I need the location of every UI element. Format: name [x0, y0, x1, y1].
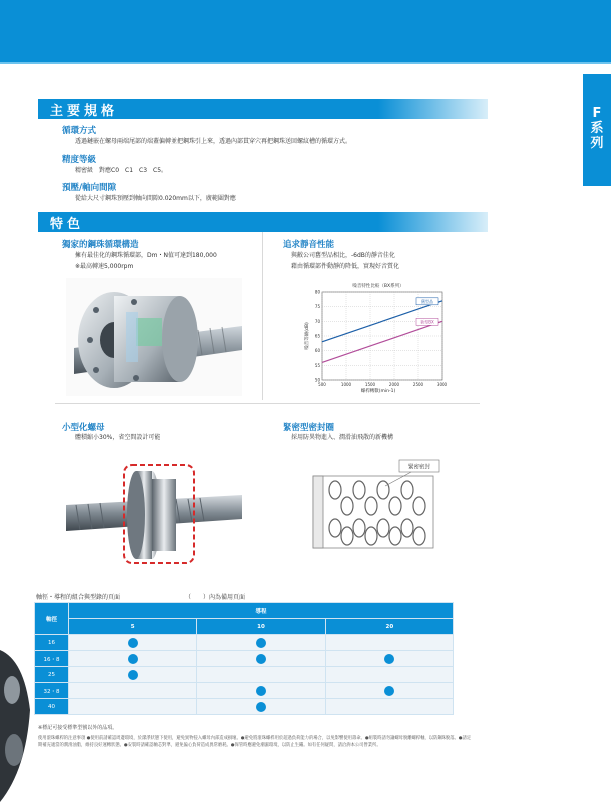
combo-table-cell — [325, 683, 453, 699]
combo-table-cell — [69, 667, 197, 683]
combo-lead-10: 10 — [197, 619, 325, 635]
features-section-bar — [38, 212, 488, 232]
feature2-line1: 與敝公司舊型品相比，-6dB的靜音佳化 — [291, 252, 395, 259]
combo-table-cell — [69, 683, 197, 699]
header-band — [0, 0, 611, 62]
section-bar-fade — [378, 212, 488, 232]
feature2-line2: 藉由循環部件動靜的降低，實現好音質化 — [291, 263, 400, 270]
combo-table-cell — [197, 667, 325, 683]
series-tab-line2: 列 — [590, 136, 604, 151]
combo-table-cell — [69, 651, 197, 667]
feature1-line1: 擁有最佳化的鋼珠循環部，Dm・N值可達到180,000 — [75, 252, 217, 259]
chart-x-tick-label: 2500 — [412, 382, 424, 387]
header-accent-line — [0, 62, 611, 64]
feature1-heading: 獨家的鋼珠循環構造 — [62, 240, 139, 250]
combo-shaft-cell: 32・8 — [35, 683, 69, 699]
combo-lead-5: 5 — [69, 619, 197, 635]
spec-section-bar — [38, 99, 488, 119]
combo-shaft-cell: 16 — [35, 635, 69, 651]
chart-x-tick-label: 1000 — [340, 382, 352, 387]
combo-table-cell — [325, 635, 453, 651]
series-tab — [583, 74, 611, 186]
available-dot-icon — [256, 686, 266, 696]
ball-screw-nut-photo — [66, 278, 242, 396]
spec-heading-circulation: 循環方式 — [62, 126, 97, 136]
combo-table-cell — [325, 699, 453, 715]
chart-title: 噪音特性比較（BX系列） — [352, 284, 404, 289]
combo-table-cell — [197, 635, 325, 651]
chart-x-axis-label: 螺桿轉數(min-1) — [360, 389, 396, 394]
chart-y-tick-label: 55 — [314, 362, 320, 368]
combo-table-cell — [197, 651, 325, 667]
feature-divider-horizontal — [55, 403, 480, 404]
chart-y-tick-label: 70 — [314, 318, 320, 324]
combo-table-row — [35, 699, 454, 715]
combo-table-cell — [197, 699, 325, 715]
feature3-heading: 小型化螺母 — [62, 423, 105, 433]
combo-table-cell — [69, 699, 197, 715]
chart-y-tick-label: 60 — [314, 348, 320, 354]
available-dot-icon — [128, 654, 138, 664]
chart-y-tick-label: 80 — [314, 289, 320, 295]
combo-table-cell — [325, 667, 453, 683]
combo-table — [34, 602, 454, 715]
feature4-line1: 採用防異物進入、潤滑油飛散的新機構 — [291, 434, 394, 441]
noise-chart — [300, 280, 450, 394]
available-dot-icon — [384, 654, 394, 664]
available-dot-icon — [128, 638, 138, 648]
combo-table-row — [35, 635, 454, 651]
chart-x-tick-label: 2000 — [388, 382, 400, 387]
compact-nut-photo — [66, 455, 242, 573]
footnote-1: ※標記可接受標準型號以外的品項。 — [38, 725, 118, 731]
chart-x-tick-label: 1500 — [364, 382, 376, 387]
available-dot-icon — [256, 654, 266, 664]
combo-table-title: 軸徑・導程的組合與型錄的頁面 — [36, 594, 121, 601]
decorative-part-photo — [0, 630, 32, 802]
combo-table-cell — [197, 683, 325, 699]
combo-header-shaft: 軸徑 — [35, 603, 69, 635]
feature1-line2: ※最高轉速5,000rpm — [75, 263, 134, 270]
chart-y-axis-label: 噪音等級(dB) — [305, 322, 310, 350]
feature3-line1: 體積縮小30%，省空間設計可能 — [75, 434, 161, 441]
section-bar-fade — [378, 99, 488, 119]
chart-y-tick-label: 50 — [314, 377, 320, 383]
available-dot-icon — [384, 686, 394, 696]
combo-shaft-cell: 16・8 — [35, 651, 69, 667]
chart-legend-label: 新型BX — [420, 319, 434, 325]
combo-shaft-cell: 25 — [35, 667, 69, 683]
combo-header-lead: 導程 — [69, 603, 454, 619]
combo-table-cell — [325, 651, 453, 667]
series-tab-line1: 系 — [590, 121, 604, 136]
features-section-title: 特色 — [50, 217, 85, 232]
seal-diagram — [305, 456, 445, 572]
combo-table-row — [35, 667, 454, 683]
combo-table-note: （ ）內為備用頁面 — [185, 594, 246, 601]
spec-text-circulation: 透過鏈嵌在螺母兩端尾部的端蓋偏轉並把鋼珠引上來，透過內部貫穿穴再把鋼珠送回螺紋槽的循環方式。 — [75, 138, 352, 145]
available-dot-icon — [256, 638, 266, 648]
chart-x-tick-label: 3000 — [436, 382, 448, 387]
feature2-heading: 追求靜音性能 — [283, 240, 335, 250]
feature-divider-vertical — [262, 232, 263, 400]
spec-heading-preload: 預壓/軸向間隙 — [62, 183, 117, 193]
chart-legend-label: 舊型品 — [421, 299, 433, 305]
spec-heading-accuracy: 精度等級 — [62, 155, 97, 165]
series-tab-letter: F — [592, 106, 602, 121]
combo-table-row — [35, 651, 454, 667]
spec-section-title: 主要規格 — [50, 104, 119, 119]
combo-table-cell — [69, 635, 197, 651]
spec-text-preload: 從給大尺寸鋼珠預壓到軸向間隙0.020mm以下，廣範圍對應 — [75, 195, 236, 202]
chart-y-tick-label: 75 — [314, 304, 320, 310]
spec-text-accuracy: 精密級 對應C0 C1 C3 C5。 — [75, 167, 168, 174]
combo-lead-20: 20 — [325, 619, 453, 635]
noise-chart-svg — [300, 280, 450, 394]
available-dot-icon — [128, 670, 138, 680]
combo-shaft-cell: 40 — [35, 699, 69, 715]
combo-table-row — [35, 683, 454, 699]
footnote-2: 使用滾珠螺桿的注意事項 ●使用前請確認周邊環境，於潔淨狀態下使用，避免異物侵入螺母內部造成損壞。●避免將滾珠螺桿用於超過負荷能力的場合，以免影響使用壽命。●組裝時請勿讓螺母脫離螺桿軸，以防鋼珠脫落。●請定期補充適當的潤滑油脂，維持良好運轉狀態。●安裝時請確認軸芯對準，避免偏心負荷造成異常磨耗。●保管時應避免潮濕環境，以防止生鏽。如有任何疑問，請洽詢本公司營業所。 — [38, 736, 472, 748]
seal-callout-label: 緊密密封 — [407, 464, 431, 471]
chart-x-tick-label: 500 — [318, 382, 326, 387]
chart-y-tick-label: 65 — [314, 333, 320, 339]
feature4-heading: 緊密型密封圈 — [283, 423, 335, 433]
available-dot-icon — [256, 702, 266, 712]
